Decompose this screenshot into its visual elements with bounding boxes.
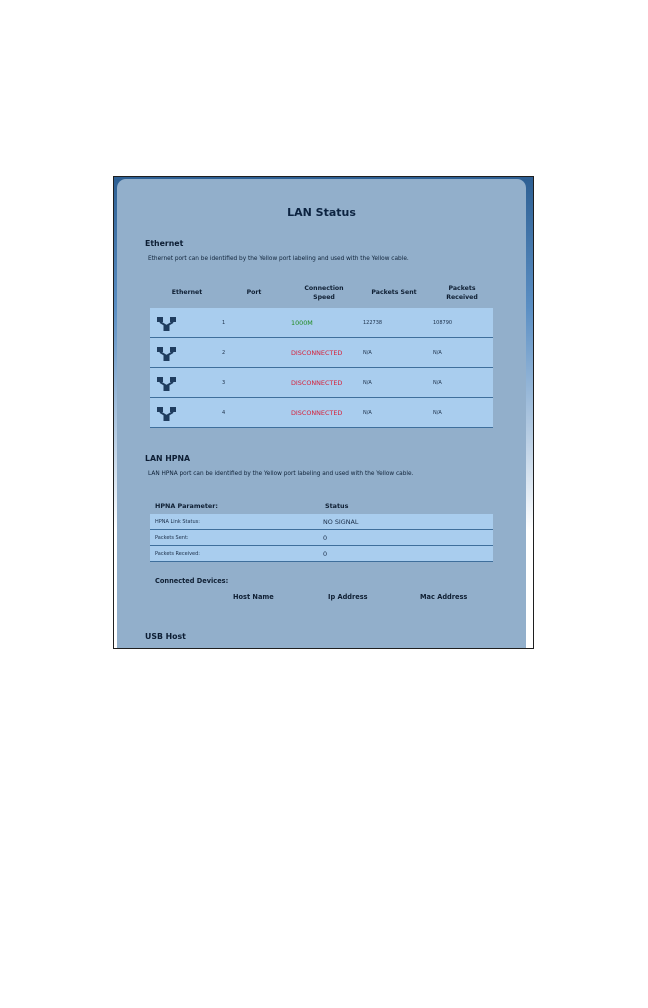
ethernet-port-icon	[157, 346, 176, 360]
connection-speed: DISCONNECTED	[291, 409, 343, 417]
hpna-param-label: HPNA Link Status:	[155, 519, 200, 525]
col-header-ethernet: Ethernet	[171, 289, 203, 296]
content-panel	[117, 179, 526, 649]
hpna-param-value: NO SIGNAL	[323, 518, 359, 526]
connection-speed: DISCONNECTED	[291, 379, 343, 387]
ethernet-port-icon	[157, 376, 176, 390]
packets-received: N/A	[433, 410, 442, 416]
ethernet-description: Ethernet port can be identified by the Yellow port labeling and used with the Yellow cable.	[148, 256, 409, 262]
packets-sent: N/A	[363, 380, 372, 386]
hpna-status-header: Status	[325, 502, 349, 510]
packets-sent: 122738	[363, 320, 383, 326]
col-header-received-line2: Received	[446, 293, 478, 301]
port-number: 1	[222, 320, 226, 326]
connection-speed: 1000M	[291, 319, 313, 327]
packets-sent: N/A	[363, 410, 372, 416]
connection-speed: DISCONNECTED	[291, 349, 343, 357]
hpna-row	[150, 514, 493, 530]
devices-col-ip-address: Ip Address	[328, 593, 368, 601]
ethernet-section-title: Ethernet	[145, 239, 184, 248]
ethernet-row	[150, 398, 493, 428]
col-header-port: Port	[246, 289, 262, 296]
ethernet-row	[150, 308, 493, 338]
port-number: 2	[222, 350, 226, 356]
packets-received: 108790	[433, 320, 453, 326]
hpna-row	[150, 546, 493, 562]
ethernet-port-icon	[157, 316, 176, 330]
hpna-row	[150, 530, 493, 546]
lan-status-window	[113, 176, 534, 649]
port-number: 4	[222, 410, 226, 416]
packets-received: N/A	[433, 380, 442, 386]
hpna-param-value: 0	[323, 550, 328, 558]
page-title: LAN Status	[287, 206, 356, 219]
col-header-speed-line1: Connection	[304, 285, 344, 292]
connected-devices-title: Connected Devices:	[155, 577, 229, 585]
ethernet-row	[150, 368, 493, 398]
col-header-connection-speed	[293, 285, 355, 302]
col-header-received-line1: Packets	[448, 285, 476, 292]
col-header-speed-line2: Speed	[313, 293, 335, 301]
ethernet-row	[150, 338, 493, 368]
col-header-packets-received	[437, 285, 487, 302]
ethernet-port-icon	[157, 406, 176, 420]
devices-col-mac-address: Mac Address	[420, 593, 468, 601]
hpna-param-value: 0	[323, 534, 328, 542]
devices-col-host-name: Host Name	[233, 593, 274, 601]
hpna-param-label: Packets Received:	[155, 551, 200, 557]
col-header-packets-sent: Packets Sent	[371, 289, 417, 296]
port-number: 3	[222, 380, 226, 386]
hpna-section-title: LAN HPNA	[145, 454, 191, 463]
packets-received: N/A	[433, 350, 442, 356]
usb-section-title: USB Host	[145, 632, 186, 641]
packets-sent: N/A	[363, 350, 372, 356]
hpna-description: LAN HPNA port can be identified by the Yellow port labeling and used with the Yellow cable.	[148, 471, 414, 477]
hpna-param-label: Packets Sent:	[155, 535, 189, 541]
hpna-param-header: HPNA Parameter:	[155, 502, 218, 510]
